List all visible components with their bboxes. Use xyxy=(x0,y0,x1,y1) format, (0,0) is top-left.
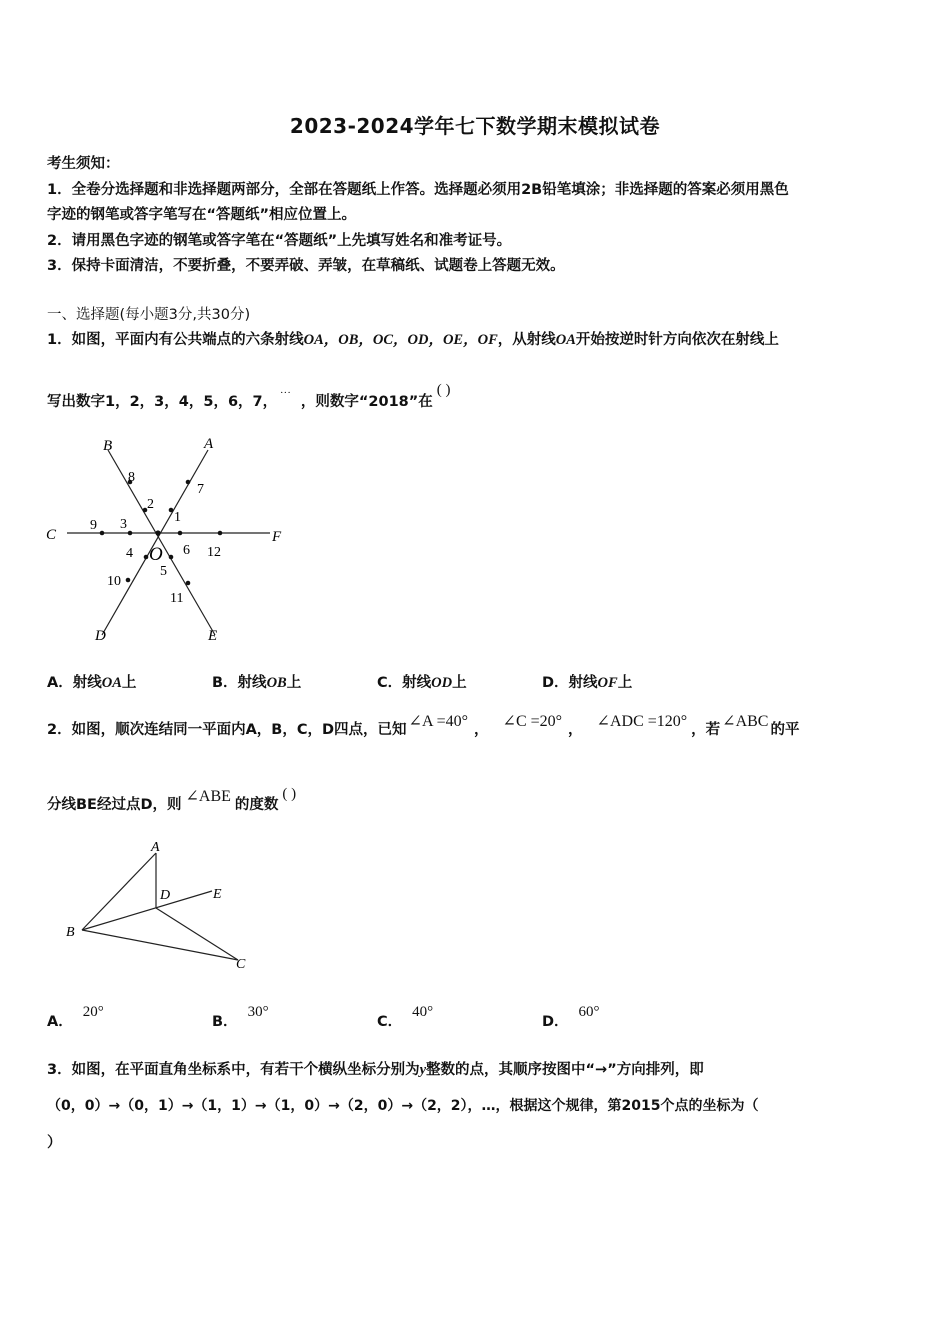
q2-option-d: D．60° xyxy=(542,1004,600,1030)
fig1-num-10: 10 xyxy=(107,574,121,589)
q1-line2 xyxy=(47,382,451,411)
fig1-num-5: 5 xyxy=(160,564,167,579)
q1-line1 xyxy=(47,328,779,349)
fig2-label-d: D xyxy=(160,888,171,903)
q2-angle-abe: ∠ABE xyxy=(185,788,231,805)
notice-item-3: 3．保持卡面清洁，不要折叠，不要弄破、弄皱，在草稿纸、试题卷上答题无效。 xyxy=(47,258,565,274)
fig1-num-8: 8 xyxy=(128,470,135,485)
q1-ellipsis: ··· xyxy=(279,387,291,399)
notice-item-1-cont: 字迹的钢笔或答字笔写在“答题纸”相应位置上。 xyxy=(47,207,357,223)
notice-item-1: 1．全卷分选择题和非选择题两部分，全部在答题纸上作答。选择题必须用2B铅笔填涂；非选择题的答案必须用黑色 xyxy=(47,182,789,198)
q2-text-b: 的平 xyxy=(770,722,800,738)
q1-text-b: ，从射线 xyxy=(497,332,556,348)
q3-var: y xyxy=(419,1062,427,1078)
fig1-num-4: 4 xyxy=(126,546,133,561)
fig2-label-e: E xyxy=(213,887,222,902)
q3-line2: （0，0）→（0，1）→（1，1）→（1，0）→（2，0）→（2，2），…，根据这个规律，第2015个点的坐标为（ xyxy=(47,1098,759,1114)
q2-figure xyxy=(60,836,260,976)
fig1-label-d: D xyxy=(95,628,106,644)
q1-option-d: D．射线OF上 xyxy=(542,675,633,691)
fig1-num-6: 6 xyxy=(183,543,190,558)
q2-text-if: ，若 xyxy=(691,722,721,738)
q3-line1 xyxy=(47,1058,704,1079)
q2-option-c: C．40° xyxy=(377,1004,434,1030)
fig2-label-b: B xyxy=(66,925,75,940)
page-title: 2023-2024学年七下数学期末模拟试卷 xyxy=(289,114,661,138)
fig1-label-f: F xyxy=(272,529,282,545)
fig1-num-2: 2 xyxy=(147,497,154,512)
fig1-num-9: 9 xyxy=(90,518,97,533)
q2-sep-1: ， xyxy=(474,722,489,738)
q1-figure xyxy=(40,430,300,645)
ray-oa-od xyxy=(102,450,208,635)
q2-answer-paren: ( ) xyxy=(282,786,297,802)
notice-heading: 考生须知： xyxy=(47,156,120,172)
fig1-label-o: O xyxy=(149,544,163,565)
q3-line3: ） xyxy=(47,1135,62,1151)
q1-text-d: 写出数字1，2，3，4，5，6，7， xyxy=(47,394,270,410)
q2-line2 xyxy=(47,786,297,814)
q1-text-a: 1．如图，平面内有公共端点的六条射线 xyxy=(47,332,304,348)
q1-oa: OA xyxy=(555,332,576,348)
q1-text-e: ，则数字“2018”在 xyxy=(300,394,433,410)
fig1-label-e: E xyxy=(208,628,218,644)
fig1-label-b: B xyxy=(103,438,113,454)
q2-text-a: 2．如图，顺次连结同一平面内A，B，C，D四点，已知 xyxy=(47,722,407,738)
q1-option-b: B．射线OB上 xyxy=(212,675,302,691)
q1-text-c: 开始按逆时针方向依次在射线上 xyxy=(575,332,779,348)
fig1-num-11: 11 xyxy=(170,591,184,606)
fig2-label-a: A xyxy=(151,840,160,855)
fig2-label-c: C xyxy=(236,957,246,972)
fig1-num-3: 3 xyxy=(120,517,127,532)
q2-angle-a: ∠A =40° xyxy=(408,713,469,730)
q2-line1 xyxy=(47,713,800,739)
ray-ob-oe xyxy=(108,450,215,635)
q2-option-b: B．30° xyxy=(212,1004,269,1030)
q1-option-c: C．射线OD上 xyxy=(377,675,467,691)
fig1-num-1: 1 xyxy=(174,510,181,525)
fig1-label-a: A xyxy=(204,436,214,452)
fig1-label-c: C xyxy=(46,527,57,543)
q2-angle-adc: ∠ADC =120° xyxy=(596,713,688,730)
notice-item-2: 2．请用黑色字迹的钢笔或答字笔在“答题纸”上先填写姓名和准考证号。 xyxy=(47,233,512,249)
q1-option-a: A．射线OA上 xyxy=(47,675,137,691)
fig1-num-7: 7 xyxy=(197,482,204,497)
q2-angle-abc: ∠ABC xyxy=(722,713,769,730)
q2-option-a: A．20° xyxy=(47,1004,104,1030)
q2-text-c: 分线BE经过点D，则 xyxy=(47,797,182,813)
q2-sep-2: ， xyxy=(568,722,583,738)
q1-rays: OA，OB，OC，OD，OE，OF xyxy=(303,332,498,348)
q2-angle-c: ∠C =20° xyxy=(502,713,563,730)
fig1-num-12: 12 xyxy=(207,545,221,560)
section-heading: 一、选择题(每小题3分,共30分) xyxy=(47,307,251,323)
q2-text-d: 的度数 xyxy=(234,797,279,813)
q1-answer-paren: ( ) xyxy=(436,382,451,398)
q3-text-a: 3．如图，在平面直角坐标系中，有若干个横纵坐标分别为 xyxy=(47,1062,420,1078)
q3-text-b: 整数的点，其顺序按图中“→”方向排列，即 xyxy=(426,1062,704,1078)
